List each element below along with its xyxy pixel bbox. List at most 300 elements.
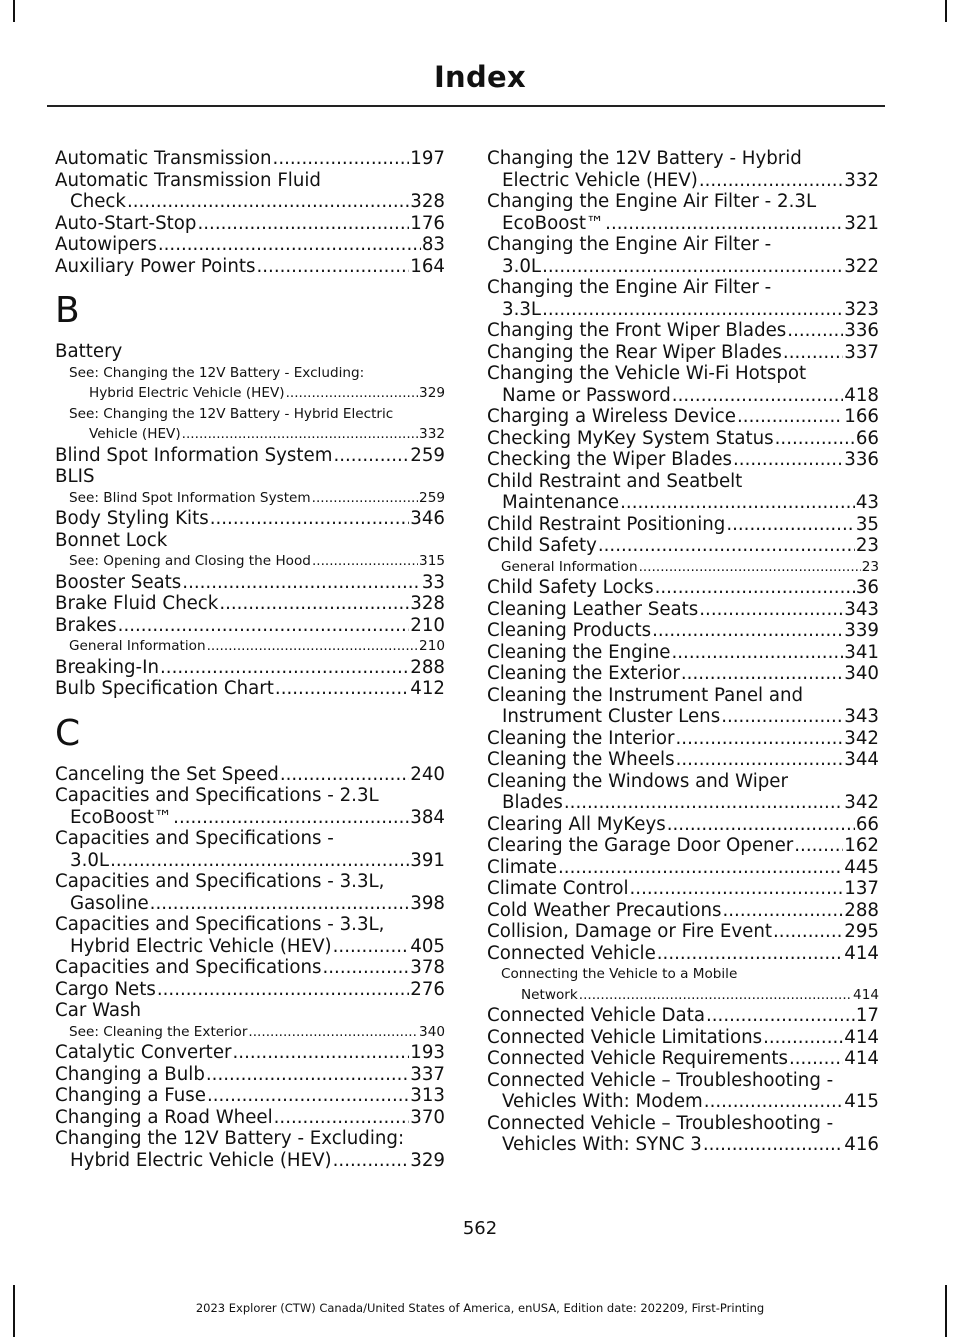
- index-entry: [55, 1042, 445, 1064]
- index-entry: [487, 921, 879, 943]
- entry-text: Car Wash: [55, 1000, 142, 1021]
- page-reference: 313: [410, 1085, 445, 1106]
- dot-leader: [787, 320, 843, 342]
- dot-leader: [207, 1085, 409, 1107]
- entry-text: Child Restraint Positioning: [487, 513, 726, 535]
- page-reference: 337: [410, 1063, 445, 1085]
- footer-edition-info: 2023 Explorer (CTW) Canada/United States of America, enUSA, Edition date: 202209, First-Printing: [195, 1301, 765, 1315]
- dot-leader: [671, 642, 843, 664]
- page-reference: 176: [410, 212, 445, 234]
- index-entry: [55, 1000, 445, 1022]
- dot-leader: [558, 857, 843, 879]
- index-entry: [487, 428, 879, 450]
- entry-text: Breaking-In: [55, 656, 160, 678]
- entry-text: 3.0L: [70, 849, 110, 871]
- entry-text: Canceling the Set Speed: [55, 763, 279, 785]
- page-reference: 340: [844, 663, 879, 684]
- page-reference: 343: [844, 706, 879, 727]
- page-reference: 137: [844, 878, 879, 899]
- dot-leader: [605, 213, 843, 235]
- page-reference: 391: [410, 849, 445, 871]
- entry-text: Vehicles With: Modem: [502, 1091, 703, 1112]
- index-entry: [55, 764, 445, 786]
- index-entry: [487, 406, 879, 428]
- dot-leader: [206, 1064, 409, 1086]
- index-entry: [55, 914, 445, 957]
- entry-text: Changing a Bulb: [55, 1063, 205, 1085]
- dot-leader: [333, 1150, 410, 1172]
- entry-text: Maintenance: [502, 492, 620, 513]
- dot-leader: [639, 557, 861, 578]
- page-reference: 343: [844, 598, 879, 620]
- dot-leader: [564, 792, 843, 814]
- dot-leader: [733, 449, 843, 471]
- dot-leader: [620, 492, 855, 514]
- index-entry: [55, 530, 445, 552]
- index-subentry: [55, 404, 445, 445]
- entry-text: Changing a Road Wheel: [55, 1106, 273, 1128]
- dot-leader: [333, 936, 410, 958]
- index-subentry: [55, 551, 445, 572]
- dot-leader: [706, 1005, 855, 1027]
- entry-text: EcoBoost™: [502, 212, 605, 234]
- page-reference: 342: [844, 727, 879, 749]
- entry-text: Cold Weather Precautions: [487, 899, 722, 921]
- dot-leader: [219, 593, 409, 615]
- page-reference: 332: [419, 426, 445, 442]
- dot-leader: [630, 878, 844, 900]
- entry-text: Changing the Engine Air Filter -: [487, 277, 772, 298]
- entry-text: Vehicle (HEV): [89, 426, 181, 442]
- page-reference: 336: [844, 320, 879, 341]
- page-reference: 328: [410, 191, 445, 212]
- entry-text: Checking MyKey System Status: [487, 427, 774, 449]
- page-reference: 288: [410, 656, 445, 678]
- dot-leader: [248, 1022, 418, 1043]
- page-reference: 240: [410, 763, 445, 785]
- entry-text: Changing the Engine Air Filter -: [487, 234, 772, 255]
- entry-text: Child Safety: [487, 535, 597, 556]
- dot-leader: [274, 1107, 410, 1129]
- index-entry: [487, 191, 879, 234]
- entry-text: Check: [70, 191, 126, 212]
- entry-text: Body Styling Kits: [55, 508, 209, 529]
- page-reference: 259: [419, 489, 445, 506]
- dot-leader: [542, 299, 843, 321]
- index-entry: [487, 1048, 879, 1070]
- index-entry: [487, 535, 879, 557]
- page-reference: 384: [410, 806, 445, 828]
- crop-mark: [13, 0, 15, 22]
- dot-leader: [182, 424, 418, 445]
- entry-text: General Information: [69, 638, 206, 654]
- entry-text: Blades: [502, 792, 563, 813]
- dot-leader: [542, 256, 843, 278]
- dot-leader: [275, 678, 409, 700]
- index-column-right: [487, 148, 879, 1156]
- page-reference: 66: [855, 427, 879, 449]
- index-entry: [487, 1027, 879, 1049]
- entry-text: Hybrid Electric Vehicle (HEV): [70, 935, 332, 957]
- dot-leader: [737, 406, 843, 428]
- page-reference: 342: [844, 792, 879, 813]
- entry-text: Changing the 12V Battery - Excluding:: [55, 1128, 405, 1149]
- index-entry: [55, 466, 445, 488]
- entry-text: Battery: [55, 341, 123, 362]
- entry-text: General Information: [501, 558, 638, 575]
- dot-leader: [763, 1027, 843, 1049]
- dot-leader: [598, 535, 855, 557]
- index-subentry: [55, 488, 445, 509]
- index-entry: [487, 148, 879, 191]
- entry-text: Auxiliary Power Points: [55, 255, 256, 277]
- section-letter: C: [55, 712, 81, 754]
- dot-leader: [322, 957, 409, 979]
- index-entry: [487, 943, 879, 965]
- entry-text: Capacities and Specifications: [55, 957, 322, 978]
- page-reference: 405: [410, 935, 445, 957]
- dot-leader: [667, 814, 855, 836]
- entry-text: Cargo Nets: [55, 978, 156, 1000]
- entry-text: Hybrid Electric Vehicle (HEV): [70, 1149, 332, 1171]
- index-subentry: [487, 557, 879, 578]
- index-entry: [487, 277, 879, 320]
- index-entry: [55, 828, 445, 871]
- page-reference: 166: [844, 406, 879, 427]
- entry-text: Instrument Cluster Lens: [502, 706, 721, 727]
- index-subentry: [55, 636, 445, 657]
- entry-text: Child Restraint and Seatbelt: [487, 470, 743, 492]
- entry-text: Changing the Vehicle Wi-Fi Hotspot: [487, 363, 807, 384]
- entry-text: Capacities and Specifications - 2.3L: [55, 785, 379, 806]
- page-reference: 323: [844, 298, 879, 320]
- page-reference: 33: [421, 571, 445, 593]
- crop-mark: [945, 0, 947, 22]
- entry-text: Auto-Start-Stop: [55, 212, 197, 234]
- page-reference: 414: [853, 986, 879, 1003]
- page-reference: 412: [410, 678, 445, 699]
- entry-text: Cleaning Products: [487, 620, 652, 641]
- page-reference: 43: [855, 492, 879, 513]
- index-entry: [487, 599, 879, 621]
- entry-text: Gasoline: [70, 892, 149, 914]
- entry-text: Connected Vehicle: [487, 942, 656, 964]
- page-reference: 339: [844, 620, 879, 641]
- entry-text: Checking the Wiper Blades: [487, 449, 732, 470]
- page-reference: 35: [855, 513, 879, 535]
- index-entry: [487, 1113, 879, 1156]
- entry-text: BLIS: [55, 466, 95, 487]
- index-entry: [55, 1064, 445, 1086]
- entry-text: Climate: [487, 856, 557, 878]
- page-reference: 414: [844, 942, 879, 964]
- page-reference: 445: [844, 856, 879, 878]
- dot-leader: [118, 615, 410, 637]
- entry-text: Autowipers: [55, 234, 157, 255]
- dot-leader: [197, 213, 409, 235]
- page-reference: 193: [410, 1042, 445, 1063]
- page-reference: 210: [419, 638, 445, 654]
- entry-text: Bonnet Lock: [55, 529, 168, 551]
- dot-leader: [233, 1042, 410, 1064]
- entry-text: Changing the 12V Battery - Hybrid: [487, 148, 802, 169]
- index-entry: [487, 663, 879, 685]
- page-reference: 336: [844, 449, 879, 470]
- entry-text: Automatic Transmission Fluid: [55, 169, 321, 191]
- page-reference: 341: [844, 641, 879, 663]
- index-entry: [487, 642, 879, 664]
- page-reference: 328: [410, 593, 445, 614]
- page-reference: 414: [844, 1048, 879, 1069]
- page-reference: 23: [855, 535, 879, 556]
- index-subentry: [55, 363, 445, 404]
- page-number: 562: [462, 1218, 498, 1239]
- dot-leader: [150, 893, 410, 915]
- dot-leader: [286, 383, 418, 404]
- entry-text: Blind Spot Information System: [55, 444, 333, 466]
- index-entry: [487, 449, 879, 471]
- entry-text: Collision, Damage or Fire Event: [487, 921, 772, 942]
- dot-leader: [160, 657, 409, 679]
- entry-text: 3.0L: [502, 255, 542, 277]
- page-reference: 332: [844, 169, 879, 191]
- entry-text: Capacities and Specifications - 3.3L,: [55, 914, 385, 935]
- entry-text: Cleaning the Interior: [487, 727, 675, 749]
- page-reference: 321: [844, 212, 879, 234]
- page-reference: 340: [419, 1023, 445, 1040]
- page-reference: 36: [855, 577, 879, 598]
- dot-leader: [794, 835, 843, 857]
- dot-leader: [110, 850, 409, 872]
- entry-text: Hybrid Electric Vehicle (HEV): [89, 385, 285, 401]
- page-reference: 276: [410, 978, 445, 1000]
- index-entry: [487, 900, 879, 922]
- dot-leader: [703, 1134, 843, 1156]
- dot-leader: [672, 385, 844, 407]
- dot-leader: [280, 764, 409, 786]
- entry-text: 3.3L: [502, 298, 542, 320]
- entry-text: Connected Vehicle Data: [487, 1005, 705, 1026]
- entry-text: Cleaning the Exterior: [487, 663, 680, 684]
- page-reference: 162: [844, 835, 879, 856]
- entry-text: Connected Vehicle – Troubleshooting -: [487, 1112, 834, 1134]
- dot-leader: [699, 170, 843, 192]
- dot-leader: [721, 706, 843, 728]
- entry-text: Connected Vehicle Limitations: [487, 1026, 763, 1048]
- dot-leader: [652, 620, 843, 642]
- dot-leader: [722, 900, 843, 922]
- index-entry: [55, 871, 445, 914]
- entry-text: Capacities and Specifications - 3.3L,: [55, 871, 385, 892]
- index-entry: [55, 234, 445, 256]
- entry-text: See: Cleaning the Exterior: [69, 1023, 248, 1040]
- index-entry: [55, 1085, 445, 1107]
- entry-text: Climate Control: [487, 878, 629, 899]
- entry-text: Clearing the Garage Door Opener: [487, 835, 794, 856]
- index-entry: [55, 678, 445, 700]
- page-reference: 210: [410, 614, 445, 636]
- index-entry: [487, 342, 879, 364]
- index-entry: [55, 170, 445, 213]
- dot-leader: [273, 148, 410, 170]
- index-entry: [487, 1005, 879, 1027]
- entry-text: Connected Vehicle Requirements: [487, 1048, 788, 1069]
- index-entry: [487, 320, 879, 342]
- index-entry: [487, 835, 879, 857]
- entry-text: See: Opening and Closing the Hood: [69, 553, 311, 569]
- index-entry: [487, 514, 879, 536]
- dot-leader: [157, 979, 409, 1001]
- entry-text: Clearing All MyKeys: [487, 813, 666, 835]
- page-reference: 315: [419, 553, 445, 569]
- entry-text: Catalytic Converter: [55, 1042, 232, 1063]
- entry-text: EcoBoost™: [70, 806, 173, 828]
- entry-text: Cleaning the Wheels: [487, 749, 675, 770]
- entry-text: Booster Seats: [55, 571, 182, 593]
- index-entry: [487, 814, 879, 836]
- index-subentry: [487, 964, 879, 1005]
- dot-leader: [775, 428, 855, 450]
- entry-text: Bulb Specification Chart: [55, 678, 274, 699]
- index-entry: [487, 749, 879, 771]
- page-reference: 288: [844, 899, 879, 921]
- dot-leader: [773, 921, 843, 943]
- entry-text: Charging a Wireless Device: [487, 406, 736, 427]
- index-entry: [55, 657, 445, 679]
- index-entry: [55, 615, 445, 637]
- index-entry: [55, 1107, 445, 1129]
- entry-text: Child Safety Locks: [487, 577, 654, 598]
- page-reference: 398: [410, 892, 445, 914]
- dot-leader: [699, 599, 843, 621]
- dot-leader: [783, 342, 843, 364]
- index-entry: [487, 685, 879, 728]
- index-entry: [55, 785, 445, 828]
- page-reference: 337: [844, 341, 879, 363]
- page-reference: 322: [844, 255, 879, 277]
- dot-leader: [579, 985, 852, 1006]
- dot-leader: [726, 514, 855, 536]
- page-reference: 418: [844, 384, 879, 406]
- index-entry: [487, 771, 879, 814]
- index-entry: [55, 341, 445, 363]
- entry-text: Changing the Rear Wiper Blades: [487, 341, 782, 363]
- page-reference: 416: [844, 1134, 879, 1155]
- page-reference: 344: [844, 749, 879, 770]
- entry-text: Cleaning the Instrument Panel and: [487, 684, 804, 706]
- index-entry: [55, 572, 445, 594]
- dot-leader: [158, 234, 421, 256]
- page-reference: 164: [410, 255, 445, 277]
- entry-text: Network: [521, 986, 578, 1003]
- page-reference: 329: [419, 385, 445, 401]
- entry-text: Changing the Front Wiper Blades: [487, 320, 787, 341]
- entry-text: Connecting the Vehicle to a Mobile: [501, 966, 738, 982]
- page-reference: 259: [410, 444, 445, 466]
- entry-text: Cleaning the Engine: [487, 641, 671, 663]
- page-reference: 346: [410, 508, 445, 529]
- index-entry: [55, 979, 445, 1001]
- dot-leader: [256, 256, 409, 278]
- entry-text: Brake Fluid Check: [55, 593, 219, 614]
- index-entry: [55, 445, 445, 467]
- dot-leader: [657, 943, 844, 965]
- section-letter: B: [55, 290, 80, 331]
- dot-leader: [182, 572, 421, 594]
- dot-leader: [127, 191, 409, 213]
- page-reference: 415: [844, 1091, 879, 1112]
- page-reference: 370: [410, 1106, 445, 1128]
- dot-leader: [676, 749, 844, 771]
- index-entry: [487, 857, 879, 879]
- dot-leader: [210, 508, 410, 530]
- index-entry: [55, 256, 445, 278]
- entry-text: See: Changing the 12V Battery - Hybrid Electric: [69, 405, 394, 422]
- entry-text: Cleaning Leather Seats: [487, 598, 699, 620]
- page-reference: 66: [855, 813, 879, 835]
- page-reference: 83: [421, 234, 445, 255]
- index-entry: [55, 957, 445, 979]
- page-reference: 295: [844, 921, 879, 942]
- entry-text: Automatic Transmission: [55, 148, 272, 169]
- dot-leader: [676, 728, 844, 750]
- dot-leader: [704, 1091, 844, 1113]
- dot-leader: [312, 551, 418, 572]
- entry-text: Cleaning the Windows and Wiper: [487, 770, 788, 792]
- index-entry: [487, 577, 879, 599]
- index-entry: [487, 620, 879, 642]
- dot-leader: [207, 636, 418, 657]
- index-entry: [487, 363, 879, 406]
- page-reference: 17: [855, 1005, 879, 1026]
- entry-text: Electric Vehicle (HEV): [502, 169, 698, 191]
- page-reference: 414: [844, 1026, 879, 1048]
- entry-text: Connected Vehicle – Troubleshooting -: [487, 1069, 834, 1091]
- entry-text: Changing a Fuse: [55, 1085, 206, 1106]
- index-subentry: [55, 1022, 445, 1043]
- index-entry: [55, 593, 445, 615]
- entry-text: Capacities and Specifications -: [55, 828, 334, 849]
- dot-leader: [789, 1048, 843, 1070]
- index-entry: [55, 508, 445, 530]
- dot-leader: [173, 807, 409, 829]
- entry-text: See: Changing the 12V Battery - Excluding:: [69, 364, 365, 381]
- page-title: Index: [433, 60, 527, 94]
- dot-leader: [312, 488, 418, 509]
- index-entry: [487, 234, 879, 277]
- title-divider: [47, 105, 885, 107]
- index-entry: [55, 1128, 445, 1171]
- page-reference: 329: [410, 1149, 445, 1171]
- page-reference: 23: [861, 558, 879, 575]
- entry-text: Brakes: [55, 614, 117, 636]
- index-entry: [487, 728, 879, 750]
- page-reference: 378: [410, 957, 445, 978]
- entry-text: Changing the Engine Air Filter - 2.3L: [487, 191, 817, 212]
- dot-leader: [333, 445, 409, 467]
- index-entry: [487, 1070, 879, 1113]
- index-entry: [55, 213, 445, 235]
- index-column-left: [55, 148, 445, 1171]
- dot-leader: [681, 663, 843, 685]
- entry-text: See: Blind Spot Information System: [69, 489, 311, 506]
- index-entry: [487, 471, 879, 514]
- index-entry: [55, 148, 445, 170]
- index-entry: [487, 878, 879, 900]
- entry-text: Vehicles With: SYNC 3: [502, 1134, 702, 1155]
- page-reference: 197: [410, 148, 445, 169]
- dot-leader: [655, 577, 855, 599]
